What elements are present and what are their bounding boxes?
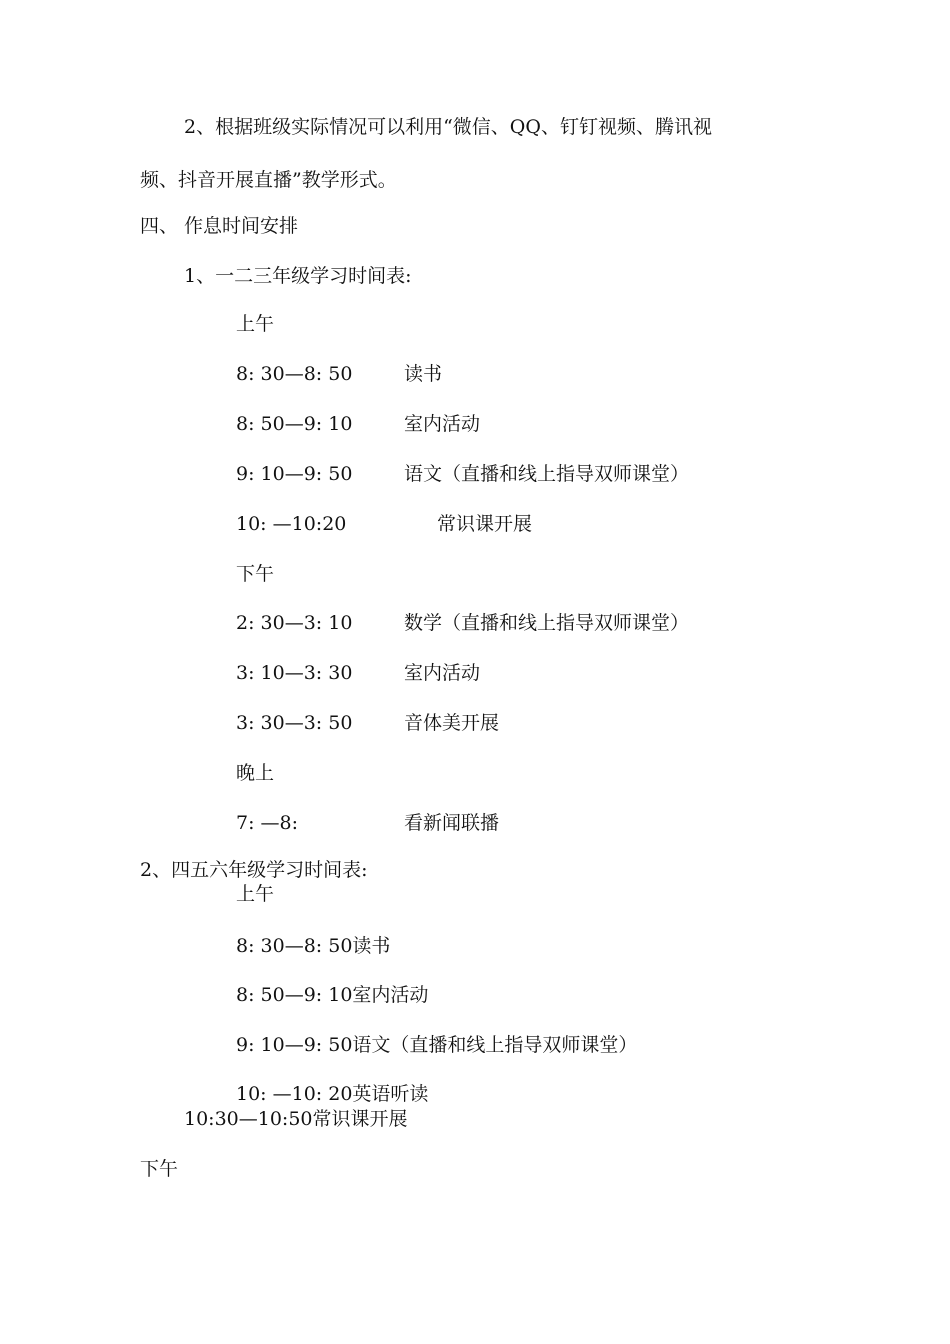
schedule-entry: 10: —10: 20英语听读	[236, 1083, 429, 1105]
intro-line-1: 2、根据班级实际情况可以利用“微信、QQ、钉钉视频、腾讯视	[184, 116, 712, 138]
activity: 室内活动	[404, 662, 481, 684]
activity: 语文（直播和线上指导双师课堂）	[404, 463, 690, 485]
schedule-entry: 10:30—10:50常识课开展	[184, 1108, 408, 1130]
activity: 常识课开展	[437, 513, 533, 535]
schedule-title-grades-4-6: 2、四五六年级学习时间表:	[140, 859, 368, 881]
morning-label: 上午	[236, 883, 275, 905]
afternoon-label: 下午	[236, 563, 275, 585]
time-range: 8: 50—9: 10	[236, 413, 353, 435]
activity: 室内活动	[404, 413, 481, 435]
time-range: 3: 10—3: 30	[236, 662, 353, 684]
time-range: 7: —8:	[236, 812, 299, 834]
intro-line-2: 频、抖音开展直播”教学形式。	[140, 169, 397, 191]
time-range: 10: —10:20	[236, 513, 347, 535]
time-range: 2: 30—3: 10	[236, 612, 353, 634]
afternoon-label: 下午	[140, 1158, 179, 1180]
schedule-entry: 9: 10—9: 50语文（直播和线上指导双师课堂）	[236, 1034, 638, 1056]
time-range: 8: 30—8: 50	[236, 363, 353, 385]
schedule-entry: 8: 50—9: 10室内活动	[236, 984, 429, 1006]
morning-label: 上午	[236, 313, 275, 335]
activity: 音体美开展	[404, 712, 500, 734]
schedule-title-grades-1-3: 1、一二三年级学习时间表:	[184, 265, 412, 287]
time-range: 3: 30—3: 50	[236, 712, 353, 734]
activity: 看新闻联播	[404, 812, 500, 834]
schedule-entry: 8: 30—8: 50读书	[236, 935, 391, 957]
section-heading: 四、 作息时间安排	[140, 215, 299, 237]
activity: 数学（直播和线上指导双师课堂）	[404, 612, 690, 634]
evening-label: 晚上	[236, 762, 275, 784]
time-range: 9: 10—9: 50	[236, 463, 353, 485]
activity: 读书	[404, 363, 443, 385]
